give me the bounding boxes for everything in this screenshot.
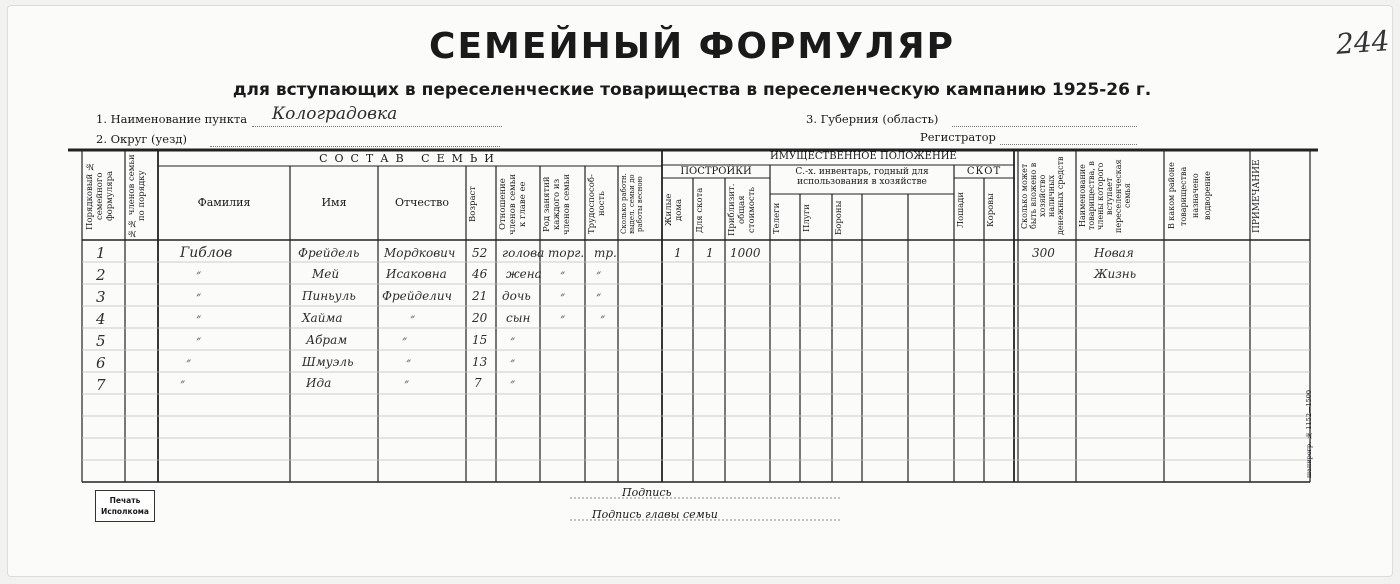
row-7-age: 7 <box>474 376 482 390</box>
row-5-patronymic: ״ <box>402 333 407 347</box>
header-cows: Коровы <box>986 193 996 227</box>
header-district-area: В каком районе товарищества назначено водворение <box>1167 162 1212 230</box>
archive-number: 244 <box>1334 24 1391 61</box>
row-2-surname: ״ <box>196 267 201 281</box>
row-1-partnership: Новая <box>1094 246 1134 260</box>
row-7-patronymic: ״ <box>404 376 409 390</box>
row-2-ability: ״ <box>596 267 601 281</box>
row-5-age: 15 <box>472 333 488 347</box>
header-patronymic: Отчество <box>395 196 449 209</box>
row-2-patronymic: Исаковна <box>386 267 447 281</box>
header-family-group: СОСТАВ СЕМЬИ <box>319 152 501 165</box>
province-label: 3. Губерния (область) <box>806 112 939 126</box>
row-4-surname: ״ <box>196 311 201 325</box>
row-3-age: 21 <box>472 289 488 303</box>
row-4-relation: сын <box>506 311 531 325</box>
page-title: СЕМЕЙНЫЙ ФОРМУЛЯР <box>429 26 955 67</box>
header-inventory-group: С.-х. инвентарь, годный для использования в хозяйстве <box>795 167 929 187</box>
row-7-no: 7 <box>96 376 106 394</box>
header-age: Возраст <box>468 186 478 222</box>
row-6-name: Шмуэль <box>302 355 354 369</box>
row-5-name: Абрам <box>306 333 348 347</box>
row-2-name: Мей <box>312 267 340 281</box>
header-dwelling: Жилые дома <box>664 193 684 227</box>
row-1-occupation: торг. <box>548 246 585 260</box>
row-4-no: 4 <box>96 310 106 328</box>
row-3-patronymic: Фрейделич <box>382 289 453 303</box>
header-surname: Фамилия <box>197 196 251 209</box>
row-5-relation: ״ <box>510 333 515 347</box>
row-1-surname: Гиблов <box>180 245 233 261</box>
header-ploughs: Плуги <box>802 204 812 232</box>
district-label: 2. Округ (уезд) <box>96 132 187 146</box>
header-name: Имя <box>321 196 347 209</box>
row-7-surname: ״ <box>180 376 185 390</box>
row-4-age: 20 <box>472 311 488 325</box>
row-2-no: 2 <box>96 266 106 284</box>
row-1-barn: 1 <box>706 246 714 260</box>
row-1-relation: голова <box>502 246 545 260</box>
signature-label: Подпись <box>622 486 672 499</box>
header-property-group: ИМУЩЕСТВЕННОЕ ПОЛОЖЕНИЕ <box>770 151 957 162</box>
header-ability: Трудоспособ-ность <box>587 174 607 234</box>
printer-mark: шапирогр. № 1152—1500 <box>1305 390 1313 479</box>
row-3-occupation: ״ <box>560 289 565 303</box>
header-horses: Лошади <box>956 191 966 229</box>
header-workers-out: Сколько работн. выдел. семьи до работы весною <box>620 173 644 235</box>
row-1-ability: тр. <box>594 246 617 260</box>
executive-committee-stamp-box: Печать Исполкома <box>95 490 155 522</box>
header-buildings-group: ПОСТРОЙКИ <box>680 166 752 177</box>
row-4-ability: ״ <box>600 311 605 325</box>
row-4-name: Хайма <box>302 311 343 325</box>
row-2-partnership: Жизнь <box>1094 267 1137 281</box>
row-3-no: 3 <box>96 288 106 306</box>
head-signature-label: Подпись главы семьи <box>592 508 718 521</box>
header-relation: Отношение членов семьи к главе ее <box>498 173 528 235</box>
row-6-relation: ״ <box>510 355 515 369</box>
row-7-name: Ида <box>306 376 332 390</box>
header-harrows: Бороны <box>834 200 844 236</box>
row-1-money: 300 <box>1032 246 1055 260</box>
row-1-age: 52 <box>472 246 488 260</box>
row-3-surname: ״ <box>196 289 201 303</box>
row-1-patronymic: Мордкович <box>384 246 456 260</box>
row-3-relation: дочь <box>502 289 531 303</box>
row-2-age: 46 <box>472 267 488 281</box>
row-7-relation: ״ <box>510 376 515 390</box>
header-money: Сколько может быть вложено в хозяйство наличных денежных средств <box>1020 156 1065 236</box>
header-approx-value: Приблизит. общая стоимость <box>727 183 757 237</box>
point-label: 1. Наименование пункта <box>96 112 248 126</box>
row-5-no: 5 <box>96 332 106 350</box>
header-notes: ПРИМЕЧАНИЕ <box>1252 159 1262 233</box>
row-6-age: 13 <box>472 355 488 369</box>
page-subtitle: для вступающих в переселенческие товарищества в переселенческую кампанию 1925-26 г. <box>232 80 1152 100</box>
header-occupation: Род занятий каждого из членов семьи <box>542 173 572 235</box>
row-1-no: 1 <box>96 244 106 262</box>
header-cattle-group: СКОТ <box>966 166 1002 177</box>
row-1-value: 1000 <box>730 246 761 260</box>
row-1-dwelling: 1 <box>674 246 682 260</box>
point-value: Колоградовка <box>272 104 398 124</box>
row-6-surname: ״ <box>186 355 191 369</box>
header-partnership: Наименование товарищества, в члены которого вступает переселенческая семья <box>1078 159 1132 233</box>
header-carts: Телеги <box>772 202 782 234</box>
registrar-label: Регистратор <box>920 130 996 144</box>
row-4-patronymic: ״ <box>410 311 415 325</box>
row-6-patronymic: ״ <box>406 355 411 369</box>
row-5-surname: ״ <box>196 333 201 347</box>
row-3-ability: ״ <box>596 289 601 303</box>
row-3-name: Пиньуль <box>302 289 356 303</box>
row-4-occupation: ״ <box>560 311 565 325</box>
header-member-no: №№ членов семьи по порядку <box>127 154 147 238</box>
row-2-relation: жена <box>506 267 542 281</box>
row-6-no: 6 <box>96 354 106 372</box>
row-1-name: Фрейдель <box>298 246 360 260</box>
header-livestock-buildings: Для скота <box>695 187 705 233</box>
header-order-no: Порядковый № семейного формуляра <box>85 161 115 231</box>
row-2-occupation: ״ <box>560 267 565 281</box>
